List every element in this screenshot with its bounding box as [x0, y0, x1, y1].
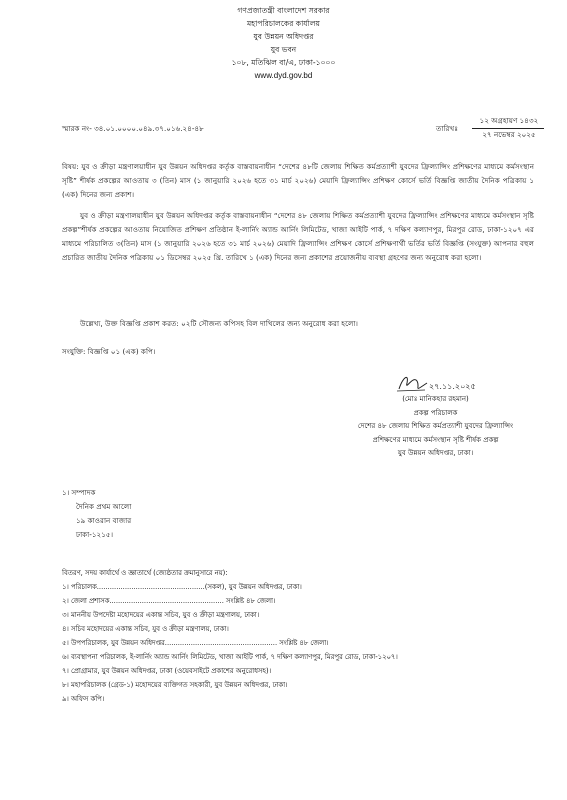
recipient-title: ১। সম্পাদক [62, 488, 96, 497]
memo-number: স্মারক নং- ৩৪.০১.০০০০.০৪৯.৩৭.০১৬.২৪-৪৮ [62, 124, 204, 133]
department-name: যুব উন্নয়ন অধিদপ্তর [253, 32, 314, 41]
distribution-list [62, 566, 542, 706]
govt-name: গণপ্রজাতন্ত্রী বাংলাদেশ সরকার [237, 6, 330, 15]
date-bangla: ১২ অগ্রহায়ণ ১৪৩২ [479, 116, 539, 125]
office-name: মহাপরিচালকের কার্যালয় [246, 19, 321, 28]
recipient-newspaper: দৈনিক প্রথম আলো [76, 502, 132, 511]
letterhead [0, 4, 567, 82]
signatory-name: (মোঃ মানিকহার রহমান) [402, 395, 469, 403]
project-name-line1: দেশের ৪৮ জেলায় শিক্ষিত কর্মপ্রত্যাশী যুবদের ফ্রিল্যান্সিং [357, 422, 514, 430]
recipient-city: ঢাকা-১২১৫। [76, 530, 114, 539]
recipient-street: ১৯ কাওরান বাজার [76, 516, 132, 525]
recipient-block [62, 486, 131, 542]
list-item: ৩। মাননীয় উপদেষ্টা মহোদয়ের একান্ত সচিব, যুব ও ক্রীড়া মন্ত্রণালয়, ঢাকা। [62, 611, 260, 619]
date-label: তারিখঃ [436, 124, 459, 133]
list-item: ১। পরিচালক..................................................(সকল), যুব উন্নয়ন অধিদপ্তর, ঢাকা। [62, 583, 302, 591]
list-item: ৪। সচিব মহোদয়ের একান্ত সচিব, যুব ও ক্রীড়া মন্ত্রণালয়, ঢাকা। [62, 625, 229, 633]
website: www.dyd.gov.bd [254, 71, 313, 80]
list-item: ২। জেলা প্রশাসক..................................................... সংশ্লিষ্ট ৪৮ জেলা। [62, 597, 276, 605]
list-item: ৫। উপপরিচালক, যুব উন্নয়ন অধিদপ্তর.................................................... সংশ্লিষ্ট ৪৮ জেলা। [62, 639, 329, 647]
signature-date: ২৭.১১.২০২৫ [429, 382, 476, 391]
list-item: ৬। ব্যবস্থাপনা পরিচালক, ই-লার্নিং অ্যান্ড আর্নিং লিমিটেড, খাজা আইটি পার্ক, ৭ দক্ষিণ কল্যাণপুর, মিরপুর রোড, ঢাকা-১২০৭। [62, 653, 398, 661]
subject: বিষয়: যুব ও ক্রীড়া মন্ত্রণালয়াধীন যুব উন্নয়ন অধিদপ্তর কর্তৃক বাস্তবায়নাধীন “দেশের ৪৮টি জেলায় শিক্ষিত কর্মপ্রত্যাশী যুবদের ফ্রিল্যান্সিং প্রশিক্ষণের মাধ্যমে কর্মসংস্থান সৃষ্টি” শীর্ষক প্রকল্পের আওতায় ৩ (তিন) মাস (১ জানুয়ারি ২০২৬ হতে ৩১ মার্চ ২০২৬) মেয়াদি ফ্রিল্যান্সিং প্রশিক্ষণ কোর্সে ভর্তি বিজ্ঞপ্তি জাতীয় দৈনিক পত্রিকায় ১ (এক) দিনের জন্য প্রকাশ। [62, 162, 534, 199]
signatory-title: প্রকল্প পরিচালক [413, 408, 458, 417]
attachment-note: সংযুক্তি: বিজ্ঞপ্তি ০১ (এক) কপি। [62, 347, 156, 356]
building-name: যুব ভবন [270, 45, 297, 54]
signature-block [348, 393, 523, 461]
body-paragraph-1: যুব ও ক্রীড়া মন্ত্রণালয়াধীন যুব উন্নয়ন অধিদপ্তর কর্তৃক বাস্তবায়নাধীন “দেশের ৪৮ জেলায় শিক্ষিত কর্মপ্রত্যাশী যুবদের ফ্রিল্যান্সিং প্রশিক্ষণের মাধ্যমে কর্মসংস্থান সৃষ্টি প্রকল্প”শীর্ষক প্রকল্পের আওতায় নিয়োজিত প্রশিক্ষণ প্রতিষ্ঠান ই-লার্নিং অ্যান্ড আর্নিং লিমিটেড, খাজা আইটি পার্ক, ৭ দক্ষিণ কল্যাণপুর, মিরপুর রোড, ঢাকা-১২০৭ এর মাধ্যমে পরিচালিত ৩(তিন) মাস (১ জানুয়ারি ২০২৬ হতে ৩১ মার্চ ২০২৬) মেয়াদি ফ্রিল্যান্সিং প্রশিক্ষণ কোর্সে প্রশিক্ষণার্থী ভর্তির ভর্তি বিজ্ঞপ্তি (সংযুক্ত) আপনার বহুল প্রচারিত জাতীয় দৈনিক পত্রিকায় ০১ ডিসেম্বর ২০২৫ খ্রি. তারিখে ১ (এক) দিনের জন্য প্রকাশের প্রয়োজনীয় ব্যবস্থা গ্রহণের জন্য অনুরোধ করা হলো। [62, 211, 534, 262]
distribution-heading: বিতরণ, সদয় কার্যার্থে ও জ্ঞাতার্থে (জ্যেষ্ঠতার ক্রমানুসারে নয়): [62, 569, 228, 577]
list-item: ৮। মহাপরিচালক (গ্রেড-১) মহোদয়ের ব্যক্তিগত সহকারী, যুব উন্নয়ন অধিদপ্তর, ঢাকা। [62, 681, 288, 689]
signatory-office: যুব উন্নয়ন অধিদপ্তর, ঢাকা। [397, 449, 474, 457]
list-item: ৭। প্রোগ্রামার, যুব উন্নয়ন অধিদপ্তর, ঢাকা (ওয়েবসাইটে প্রকাশের অনুরোধসহ)। [62, 667, 272, 675]
signature-image [395, 371, 476, 395]
project-name-line2: প্রশিক্ষণের মাধ্যমে কর্মসংস্থান সৃষ্টি শীর্ষক প্রকল্প [372, 435, 499, 444]
office-address: ১০৮, মতিঝিল বা/এ, ঢাকা-১০০০ [231, 58, 336, 67]
body-paragraph-2: উল্লেখ্য, উক্ত বিজ্ঞপ্তি প্রকাশ করত: ০২টি সৌজন্য কপিসহ বিল দাখিলের জন্য অনুরোধ করা হলো। [80, 319, 358, 328]
date-english: ২৭ নভেম্বর ২০২৫ [482, 130, 536, 139]
list-item: ৯। অফিস কপি। [62, 695, 105, 703]
